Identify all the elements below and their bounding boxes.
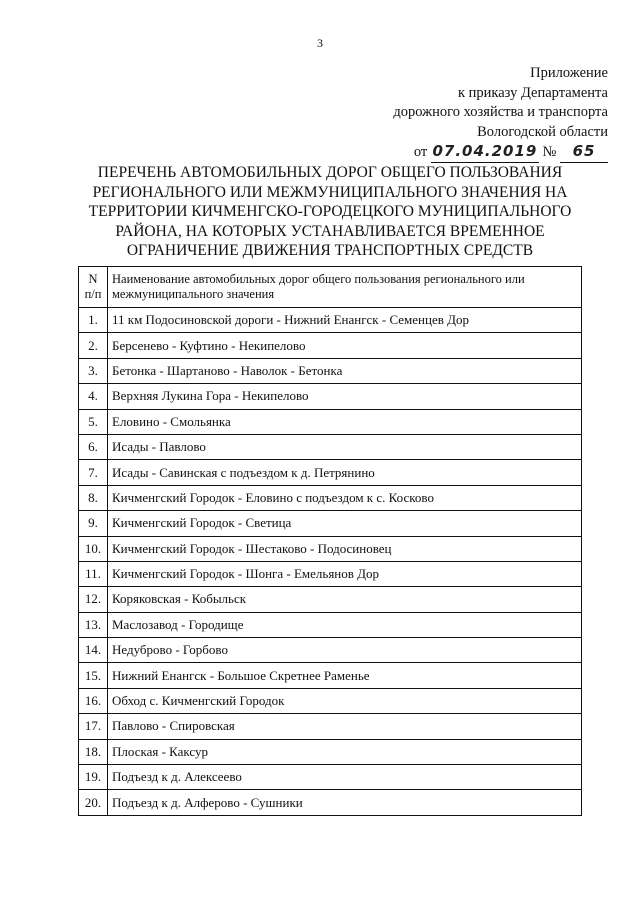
table-row xyxy=(79,460,582,485)
row-number: 11. xyxy=(79,561,108,586)
title-line-3: ТЕРРИТОРИИ КИЧМЕНГСКО-ГОРОДЕЦКОГО МУНИЦИПАЛЬНОГО xyxy=(88,203,572,220)
table-header-row xyxy=(79,267,582,308)
row-number: 19. xyxy=(79,765,108,790)
row-number: 1. xyxy=(79,308,108,333)
table-row xyxy=(79,663,582,688)
row-number: 8. xyxy=(79,485,108,510)
table-row xyxy=(79,688,582,713)
appendix-line-3: дорожного хозяйства и транспорта xyxy=(393,104,608,120)
road-name: Кичменгский Городок - Шестаково - Подосиновец xyxy=(108,536,582,561)
row-number: 4. xyxy=(79,384,108,409)
table-row xyxy=(79,714,582,739)
road-name: Плоская - Каксур xyxy=(108,739,582,764)
row-number: 20. xyxy=(79,790,108,815)
row-number: 7. xyxy=(79,460,108,485)
row-number: 13. xyxy=(79,612,108,637)
header-num-cell xyxy=(79,267,108,308)
road-name: Маслозавод - Городище xyxy=(108,612,582,637)
title-line-5: ОГРАНИЧЕНИЕ ДВИЖЕНИЯ ТРАНСПОРТНЫХ СРЕДСТВ xyxy=(126,242,534,259)
row-number: 14. xyxy=(79,638,108,663)
row-number: 16. xyxy=(79,688,108,713)
document-title xyxy=(60,163,600,261)
road-name: 11 км Подосиновской дороги - Нижний Енангск - Семенцев Дор xyxy=(108,308,582,333)
number-prefix: № xyxy=(542,144,557,160)
header-num-line-1: N xyxy=(88,272,98,286)
table-row xyxy=(79,511,582,536)
row-number: 18. xyxy=(79,739,108,764)
row-number: 17. xyxy=(79,714,108,739)
table-row xyxy=(79,358,582,383)
header-num-line-2: п/п xyxy=(84,287,102,301)
order-number: 65 xyxy=(560,142,608,163)
row-number: 2. xyxy=(79,333,108,358)
row-number: 9. xyxy=(79,511,108,536)
road-name: Подъезд к д. Алферово - Сушники xyxy=(108,790,582,815)
appendix-line-4: Вологодской области xyxy=(477,123,608,140)
road-name: Кичменгский Городок - Светица xyxy=(108,511,582,536)
road-name: Верхняя Лукина Гора - Некипелово xyxy=(108,384,582,409)
row-number: 12. xyxy=(79,587,108,612)
appendix-line-1: Приложение xyxy=(530,65,608,81)
table-row xyxy=(79,612,582,637)
appendix-block xyxy=(308,64,608,163)
title-line-4: РАЙОНА, НА КОТОРЫХ УСТАНАВЛИВАЕТСЯ ВРЕМЕННОЕ xyxy=(115,222,545,240)
table-row xyxy=(79,485,582,510)
table-row xyxy=(79,790,582,815)
road-name: Бетонка - Шартаново - Наволок - Бетонка xyxy=(108,358,582,383)
road-name: Берсенево - Куфтино - Некипелово xyxy=(108,333,582,358)
title-line-2: РЕГИОНАЛЬНОГО ИЛИ МЕЖМУНИЦИПАЛЬНОГО ЗНАЧЕНИЯ НА xyxy=(92,183,568,201)
table-row xyxy=(79,739,582,764)
road-name: Подъезд к д. Алексеево xyxy=(108,765,582,790)
table-row xyxy=(79,409,582,434)
page-number: 3 xyxy=(317,36,323,50)
table-row xyxy=(79,308,582,333)
road-name: Кичменгский Городок - Еловино с подъездом к с. Косково xyxy=(108,485,582,510)
table-row xyxy=(79,765,582,790)
row-number: 10. xyxy=(79,536,108,561)
row-number: 5. xyxy=(79,409,108,434)
header-name-cell xyxy=(108,267,582,308)
table-row xyxy=(79,587,582,612)
table-row xyxy=(79,638,582,663)
road-name: Коряковская - Кобыльск xyxy=(108,587,582,612)
row-number: 3. xyxy=(79,358,108,383)
road-name: Исады - Павлово xyxy=(108,434,582,459)
table-row xyxy=(79,384,582,409)
table-row xyxy=(79,333,582,358)
header-name-line-2: межмуниципального значения xyxy=(112,287,275,301)
date-prefix: от xyxy=(413,144,428,160)
road-name: Кичменгский Городок - Шонга - Емельянов Дор xyxy=(108,561,582,586)
title-line-1: ПЕРЕЧЕНЬ АВТОМОБИЛЬНЫХ ДОРОГ ОБЩЕГО ПОЛЬЗОВАНИЯ xyxy=(97,164,563,181)
table-row xyxy=(79,434,582,459)
table-row xyxy=(79,536,582,561)
road-name: Обход с. Кичменгский Городок xyxy=(108,688,582,713)
table-row xyxy=(79,561,582,586)
road-name: Исады - Савинская с подъездом к д. Петрянино xyxy=(108,460,582,485)
appendix-line-2: к приказу Департамента xyxy=(457,84,608,101)
appendix-date-line xyxy=(308,142,608,163)
roads-table xyxy=(78,266,582,816)
header-name-line-1: Наименование автомобильных дорог общего пользования регионального или xyxy=(112,272,525,286)
row-number: 6. xyxy=(79,434,108,459)
row-number: 15. xyxy=(79,663,108,688)
road-name: Нижний Енангск - Большое Скретнее Раменье xyxy=(108,663,582,688)
road-name: Еловино - Смольянка xyxy=(108,409,582,434)
road-name: Павлово - Спировская xyxy=(108,714,582,739)
road-name: Недуброво - Горбово xyxy=(108,638,582,663)
order-date: 07.04.2019 xyxy=(431,142,539,163)
